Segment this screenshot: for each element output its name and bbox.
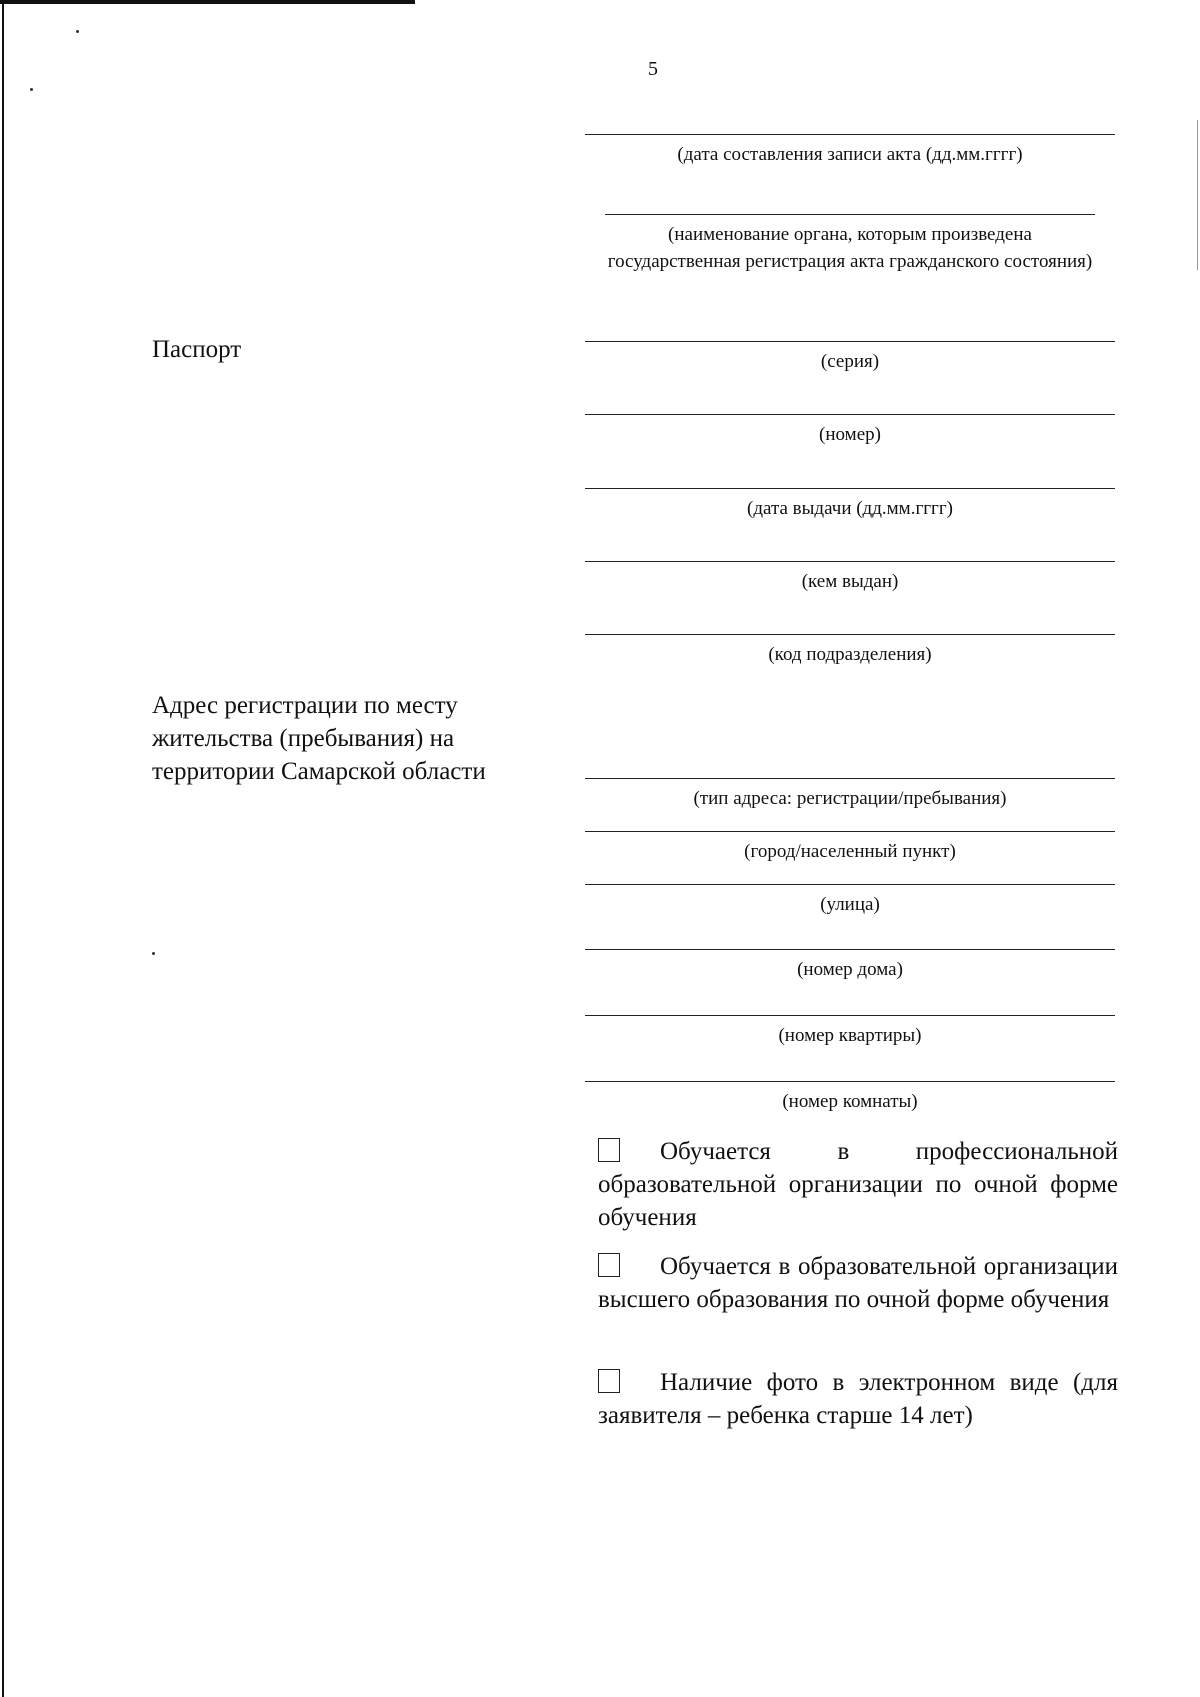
address-type-field[interactable] — [585, 778, 1115, 812]
checkbox-higher-education[interactable] — [598, 1250, 1118, 1316]
checkbox-square[interactable] — [598, 1138, 620, 1162]
scan-speck — [30, 88, 33, 91]
issued-by-field[interactable] — [585, 561, 1115, 595]
apartment-number-field[interactable] — [585, 1015, 1115, 1049]
issue-date-field[interactable] — [585, 488, 1115, 522]
field-caption: (серия) — [820, 351, 880, 372]
page-edge-left — [2, 0, 4, 1697]
page-number: 5 — [648, 58, 658, 80]
address-label: Адрес регистрации по месту жительства (пребывания) на территории Самарской области — [152, 692, 486, 785]
passport-label: Паспорт — [152, 336, 242, 363]
field-caption: (наименование органа, которым произведена государственная регистрация акта гражданского состояния) — [607, 224, 1093, 272]
field-caption: (номер квартиры) — [778, 1025, 922, 1046]
checkbox-label: Обучается в образовательной организации высшего образования по очной форме обучения — [598, 1253, 1118, 1313]
field-caption: (кем выдан) — [801, 571, 899, 592]
checkbox-square[interactable] — [598, 1253, 620, 1277]
field-caption: (дата составления записи акта (дд.мм.гггг) — [677, 144, 1023, 165]
checkbox-square[interactable] — [598, 1369, 620, 1393]
room-number-field[interactable] — [585, 1081, 1115, 1115]
checkbox-electronic-photo[interactable] — [598, 1366, 1118, 1432]
field-caption: (номер) — [819, 424, 881, 445]
field-caption: (дата выдачи (дд.мм.гггг) — [747, 498, 953, 519]
checkbox-label: Наличие фото в электронном виде (для заявителя – ребенка старше 14 лет) — [598, 1369, 1118, 1429]
field-caption: (тип адреса: регистрации/пребывания) — [693, 788, 1007, 809]
page-edge-right — [1197, 120, 1198, 270]
checkbox-vocational-education[interactable] — [598, 1135, 1118, 1234]
field-caption: (город/населенный пункт) — [744, 841, 956, 862]
checkbox-label: Обучается в профессиональной образовательной организации по очной форме обучения — [598, 1138, 1118, 1231]
registry-office-field[interactable] — [585, 214, 1115, 275]
page-edge-top — [0, 0, 415, 4]
passport-number-field[interactable] — [585, 414, 1115, 448]
record-date-field[interactable] — [585, 134, 1115, 168]
scan-speck — [76, 30, 79, 33]
passport-series-field[interactable] — [585, 341, 1115, 375]
field-caption: (номер дома) — [797, 959, 903, 980]
street-field[interactable] — [585, 884, 1115, 918]
field-caption: (номер комнаты) — [782, 1091, 918, 1112]
house-number-field[interactable] — [585, 949, 1115, 983]
field-caption: (улица) — [820, 894, 880, 915]
city-field[interactable] — [585, 831, 1115, 865]
scan-speck — [152, 952, 155, 955]
field-caption: (код подразделения) — [768, 644, 932, 665]
division-code-field[interactable] — [585, 634, 1115, 668]
